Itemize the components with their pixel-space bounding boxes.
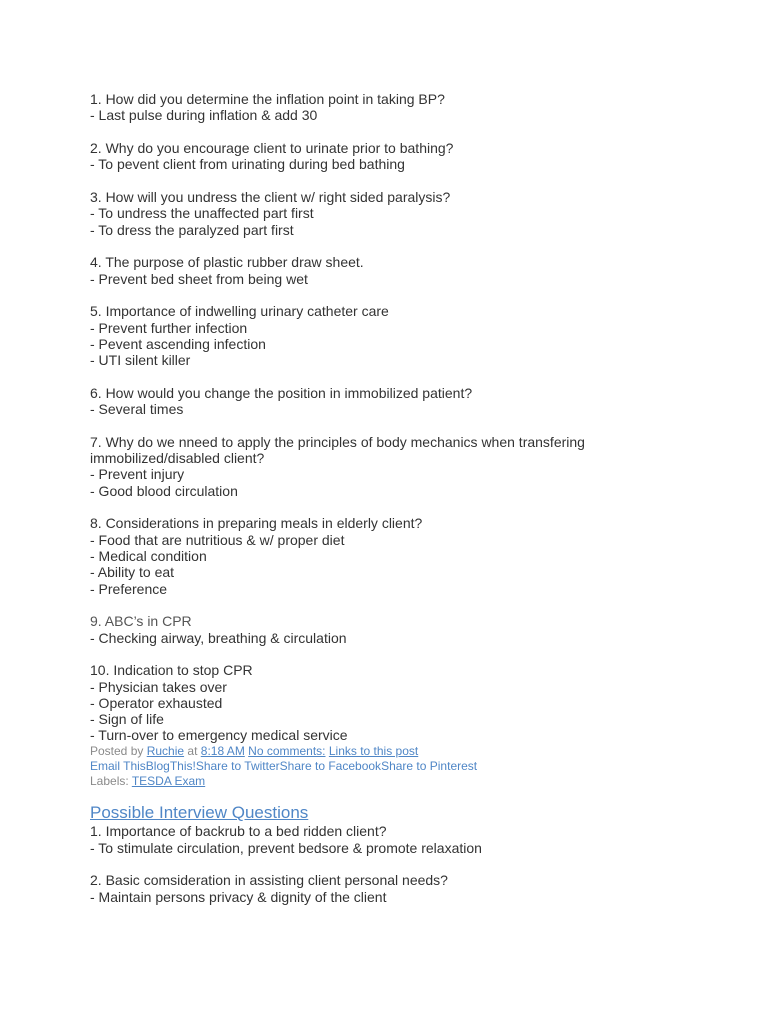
email-this-link[interactable]: Email This xyxy=(90,758,146,773)
answer: - Checking airway, breathing & circulation xyxy=(90,629,347,646)
qa-item-9 xyxy=(90,613,730,646)
question: 2. Basic comsideration in assisting client personal needs? xyxy=(90,872,448,889)
answer: - To dress the paralyzed part first xyxy=(90,221,294,238)
share-pinterest-link[interactable]: Share to Pinterest xyxy=(381,758,478,773)
interview-qa-item-2 xyxy=(90,872,730,905)
qa-item-8 xyxy=(90,515,730,596)
answer: - Ability to eat xyxy=(90,564,175,581)
share-twitter-link[interactable]: Share to Twitter xyxy=(195,758,280,773)
comments-link[interactable]: No comments: xyxy=(248,743,326,758)
answer: - UTI silent killer xyxy=(90,352,191,369)
label-link[interactable]: TESDA Exam xyxy=(131,774,206,789)
at-label: at xyxy=(187,743,198,758)
author-link[interactable]: Ruchie xyxy=(146,743,185,758)
answer: - Sign of life xyxy=(90,711,164,728)
question: 3. How will you undress the client w/ right sided paralysis? xyxy=(90,188,451,205)
question: 9. ABC’s in CPR xyxy=(90,613,192,630)
posted-by-label: Posted by xyxy=(90,743,144,758)
blogthis-link[interactable]: BlogThis! xyxy=(145,758,196,773)
question: 6. How would you change the position in immobilized patient? xyxy=(90,384,473,401)
answer: - Maintain persons privacy & dignity of the client xyxy=(90,888,387,905)
question: 1. Importance of backrub to a bed ridden client? xyxy=(90,823,387,840)
qa-item-1 xyxy=(90,91,730,124)
answer: - Prevent further infection xyxy=(90,319,248,336)
share-facebook-link[interactable]: Share to Facebook xyxy=(279,758,382,773)
question: 7. Why do we nneed to apply the principles of body mechanics when transfering xyxy=(90,433,585,450)
qa-item-6 xyxy=(90,385,730,418)
answer: - Several times xyxy=(90,401,184,418)
qa-item-10 xyxy=(90,662,730,743)
answer: - Prevent bed sheet from being wet xyxy=(90,270,308,287)
answer: - Operator exhausted xyxy=(90,694,223,711)
answer: - Physician takes over xyxy=(90,678,227,695)
answer: - Prevent injury xyxy=(90,466,185,483)
links-to-post-link[interactable]: Links to this post xyxy=(328,743,419,758)
question: 10. Indication to stop CPR xyxy=(90,662,253,679)
qa-item-2 xyxy=(90,140,730,173)
question: 4. The purpose of plastic rubber draw sheet. xyxy=(90,254,364,271)
qa-item-4 xyxy=(90,254,730,287)
interview-qa-item-1 xyxy=(90,823,730,856)
qa-item-7 xyxy=(90,434,730,499)
question: 1. How did you determine the inflation point in taking BP? xyxy=(90,91,445,107)
question: 5. Importance of indwelling urinary catheter care xyxy=(90,303,389,320)
post-title-link[interactable]: Possible Interview Questions xyxy=(90,803,309,823)
labels-row xyxy=(90,774,730,789)
timestamp-link[interactable]: 8:18 AM xyxy=(200,743,245,758)
question: 2. Why do you encourage client to urinate prior to bathing? xyxy=(90,139,454,156)
answer: - Last pulse during inflation & add 30 xyxy=(90,107,318,124)
answer: - To undress the unaffected part first xyxy=(90,205,314,222)
qa-item-5 xyxy=(90,303,730,368)
answer: - Turn-over to emergency medical service xyxy=(90,727,348,744)
question-continued: immobilized/disabled client? xyxy=(90,450,265,467)
answer: - Pevent ascending infection xyxy=(90,335,266,352)
share-bar xyxy=(90,759,730,774)
answer: - Preference xyxy=(90,580,168,597)
qa-item-3 xyxy=(90,189,730,238)
post-footer xyxy=(90,744,730,759)
post-content xyxy=(90,91,730,905)
answer: - Good blood circulation xyxy=(90,482,238,499)
answer: - Medical condition xyxy=(90,547,207,564)
labels-prefix: Labels: xyxy=(90,774,129,789)
answer: - To stimulate circulation, prevent bedsore & promote relaxation xyxy=(90,839,482,856)
answer: - Food that are nutritious & w/ proper diet xyxy=(90,531,345,548)
question: 8. Considerations in preparing meals in elderly client? xyxy=(90,515,423,532)
answer: - To pevent client from urinating during bed bathing xyxy=(90,156,405,173)
